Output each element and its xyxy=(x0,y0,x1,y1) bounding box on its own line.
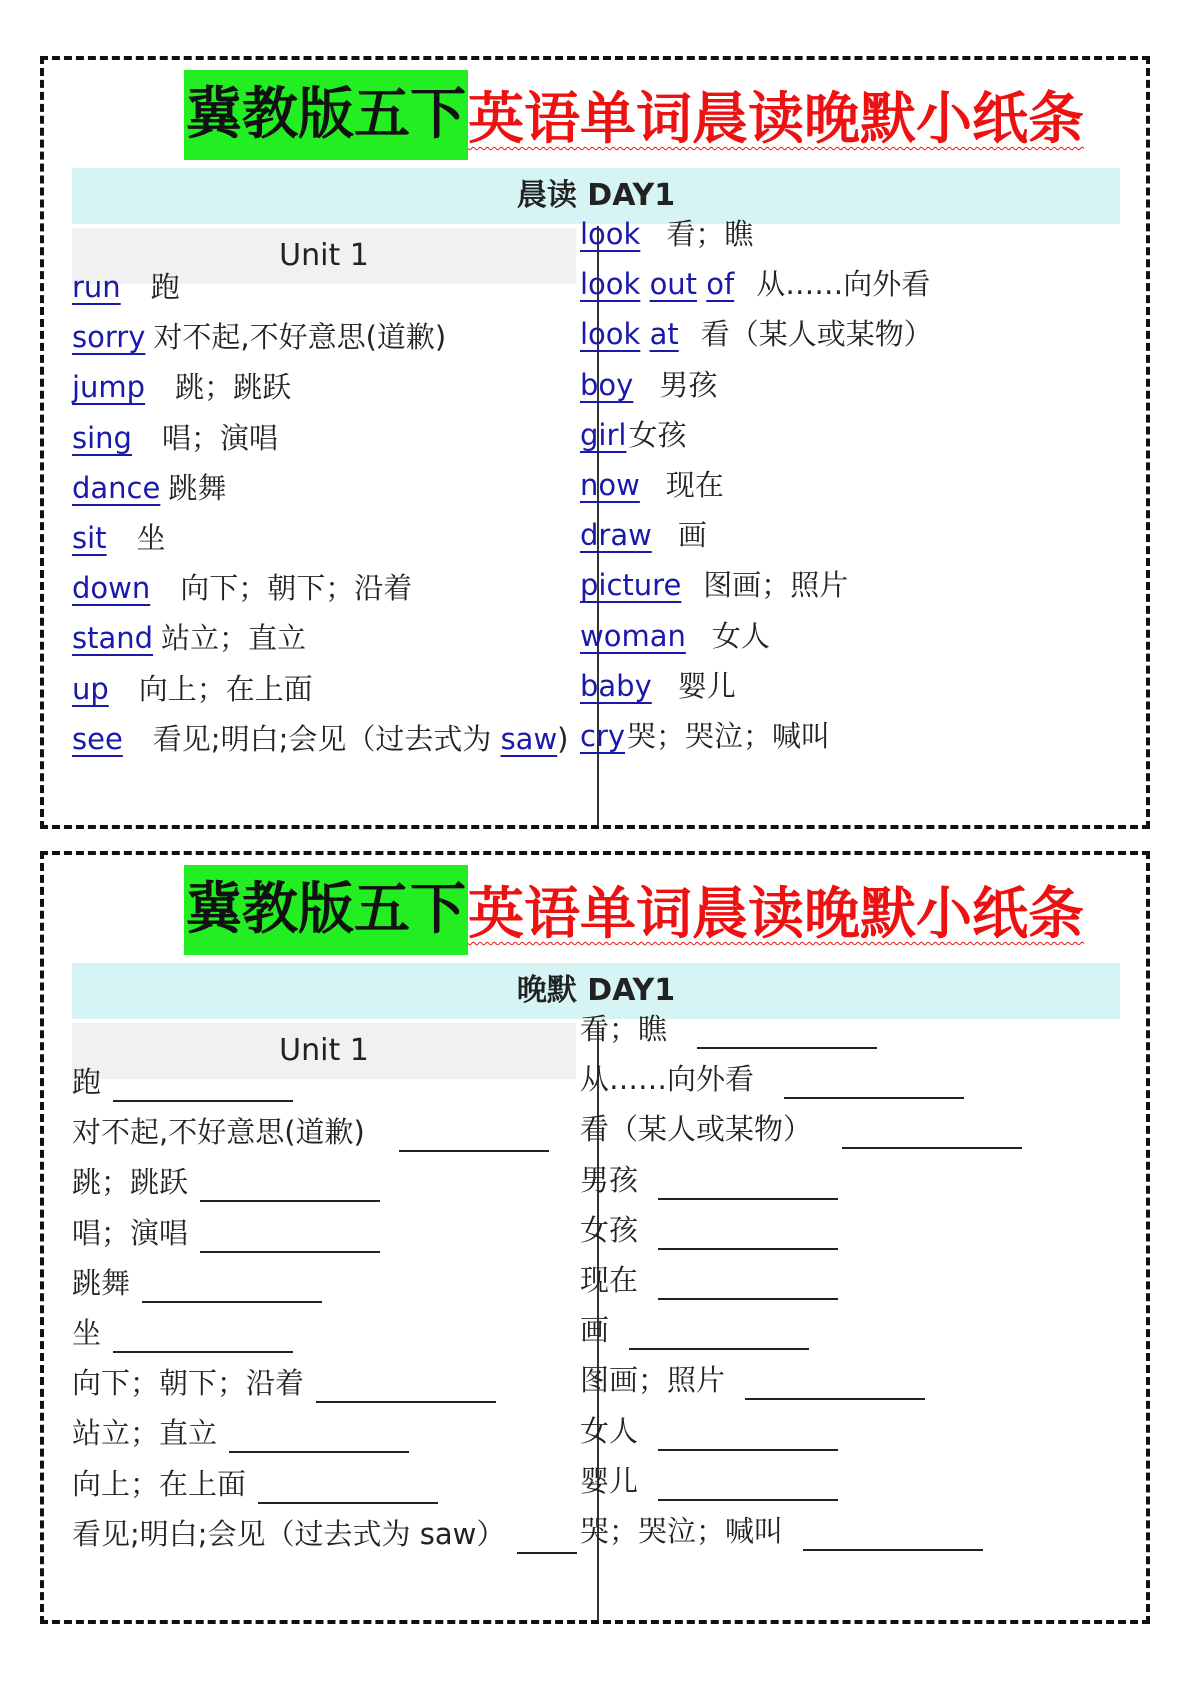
answer-blank xyxy=(658,1248,838,1250)
chinese-meaning: 现在 xyxy=(580,1263,639,1297)
chinese-meaning: 画 xyxy=(580,1313,610,1348)
dictation-row xyxy=(580,1256,838,1304)
word-row xyxy=(72,363,291,411)
answer-blank xyxy=(200,1200,380,1202)
chinese-meaning: 女孩 xyxy=(580,1212,639,1247)
chinese-meaning: 向上；在上面 xyxy=(138,671,313,706)
chinese-meaning: 图画；照片 xyxy=(703,568,849,603)
answer-blank xyxy=(258,1502,438,1504)
answer-blank xyxy=(113,1351,293,1353)
page-title xyxy=(184,70,1084,160)
english-word: now xyxy=(580,468,640,502)
word-row xyxy=(72,414,278,462)
chinese-meaning: 女人 xyxy=(711,618,770,653)
chinese-meaning: 婴儿 xyxy=(677,668,736,703)
answer-blank xyxy=(784,1097,964,1099)
dictation-row xyxy=(72,1460,438,1508)
english-word: sorry xyxy=(72,320,146,355)
chinese-meaning: 图画；照片 xyxy=(580,1363,726,1398)
word-row xyxy=(580,310,933,358)
word-row xyxy=(580,411,686,459)
chinese-meaning: 从……向外看 xyxy=(756,267,931,302)
english-word: look xyxy=(580,317,641,352)
word-row xyxy=(580,561,848,609)
answer-blank xyxy=(745,1398,925,1400)
word-row xyxy=(72,263,180,311)
dictation-row xyxy=(72,1158,380,1206)
chinese-meaning: 向下；朝下；沿着 xyxy=(180,571,413,606)
dictation-row xyxy=(580,1507,983,1555)
english-word: cry xyxy=(580,719,626,753)
chinese-meaning: 看（某人或某物） xyxy=(700,317,933,352)
english-word: down xyxy=(72,571,151,606)
dictation-row xyxy=(580,1206,838,1254)
title-rest: 英语单词晨读晚默小纸条 xyxy=(468,882,1084,947)
chinese-meaning: 向上；在上面 xyxy=(72,1466,247,1501)
word-row xyxy=(580,612,770,660)
english-word: baby xyxy=(580,668,652,703)
dictation-row xyxy=(580,1306,809,1354)
chinese-meaning: 坐 xyxy=(136,521,166,555)
english-word: picture xyxy=(580,568,682,603)
dictation-row xyxy=(580,1457,838,1505)
english-word: saw xyxy=(500,721,558,756)
unit-header: Unit 1 xyxy=(72,1023,576,1079)
word-row xyxy=(580,662,736,710)
word-row xyxy=(72,614,306,662)
dictation-row xyxy=(72,1058,293,1106)
english-word: stand xyxy=(72,621,154,656)
title-highlight: 冀教版五下 xyxy=(184,865,468,955)
word-row xyxy=(580,361,717,409)
chinese-meaning-close: ) xyxy=(557,721,569,756)
dictation-row xyxy=(72,1259,322,1307)
unit-header: Unit 1 xyxy=(72,228,576,284)
day-banner: 晚默 DAY1 xyxy=(72,963,1120,1019)
answer-blank xyxy=(658,1499,838,1501)
answer-blank xyxy=(803,1549,983,1551)
chinese-meaning: 看；瞧 xyxy=(666,217,754,251)
dictation-row xyxy=(580,1005,877,1053)
dictation-row xyxy=(580,1356,925,1404)
chinese-meaning: 从……向外看 xyxy=(580,1062,755,1097)
dictation-row xyxy=(72,1510,577,1558)
dictation-row xyxy=(580,1156,838,1204)
answer-blank xyxy=(399,1150,549,1152)
english-word: boy xyxy=(580,367,634,402)
chinese-meaning: 哭；哭泣；喊叫 xyxy=(627,719,831,753)
answer-blank xyxy=(229,1451,409,1453)
english-word: up xyxy=(72,671,109,706)
dictation-row xyxy=(580,1105,1022,1153)
chinese-meaning: 画 xyxy=(677,518,707,553)
dictation-row xyxy=(72,1209,380,1257)
dictation-row xyxy=(72,1309,293,1357)
page-title xyxy=(184,865,1084,955)
word-row xyxy=(580,260,930,308)
title-rest: 英语单词晨读晚默小纸条 xyxy=(468,87,1084,152)
chinese-meaning: 唱；演唱 xyxy=(161,420,278,455)
english-word: sit xyxy=(72,521,107,555)
chinese-meaning: 跳；跳跃 xyxy=(72,1165,189,1200)
dictation-row xyxy=(72,1108,549,1156)
dictation-row xyxy=(580,1055,964,1103)
english-word: look xyxy=(580,217,641,251)
answer-blank xyxy=(658,1449,838,1451)
english-word: girl xyxy=(580,417,627,452)
english-word: look xyxy=(580,267,641,302)
chinese-meaning: 男孩 xyxy=(580,1162,639,1197)
english-word: jump xyxy=(72,370,146,405)
english-word: of xyxy=(706,267,735,302)
chinese-meaning: 看见;明白;会见（过去式为 xyxy=(152,721,492,756)
chinese-meaning: 向下；朝下；沿着 xyxy=(72,1366,305,1401)
chinese-meaning: 对不起,不好意思(道歉) xyxy=(72,1115,365,1150)
answer-blank xyxy=(517,1552,577,1554)
chinese-meaning: 对不起,不好意思(道歉) xyxy=(153,320,447,355)
answer-blank xyxy=(316,1401,496,1403)
chinese-meaning: 站立；直立 xyxy=(72,1416,218,1451)
chinese-meaning: 坐 xyxy=(72,1316,102,1350)
chinese-meaning: 看（某人或某物） xyxy=(580,1112,813,1147)
word-row xyxy=(580,511,707,559)
answer-blank xyxy=(658,1198,838,1200)
chinese-meaning: 跳；跳跃 xyxy=(175,370,292,405)
answer-blank xyxy=(113,1100,293,1102)
word-row xyxy=(72,715,569,763)
word-row xyxy=(580,461,724,509)
answer-blank xyxy=(658,1298,838,1300)
word-row xyxy=(72,665,313,713)
chinese-meaning: 婴儿 xyxy=(580,1463,639,1498)
word-row xyxy=(72,313,446,361)
english-word: see xyxy=(72,721,123,756)
word-row xyxy=(72,514,166,562)
answer-blank xyxy=(200,1251,380,1253)
word-row xyxy=(72,564,412,612)
title-highlight: 冀教版五下 xyxy=(184,70,468,160)
evening-card xyxy=(40,851,1150,1624)
english-word: sing xyxy=(72,420,132,455)
word-row xyxy=(580,210,753,258)
chinese-meaning: 看见;明白;会见（过去式为 saw） xyxy=(72,1516,506,1551)
dictation-row xyxy=(72,1409,409,1457)
answer-blank xyxy=(697,1047,877,1049)
chinese-meaning: 跳舞 xyxy=(72,1265,131,1300)
english-word: draw xyxy=(580,518,652,553)
chinese-meaning: 跑 xyxy=(150,270,180,304)
answer-blank xyxy=(142,1301,322,1303)
chinese-meaning: 哭；哭泣；喊叫 xyxy=(580,1514,784,1548)
word-row xyxy=(580,712,830,760)
answer-blank xyxy=(629,1348,809,1350)
chinese-meaning: 跳舞 xyxy=(168,470,227,505)
day-banner: 晨读 DAY1 xyxy=(72,168,1120,224)
chinese-meaning: 站立；直立 xyxy=(161,621,307,656)
morning-card xyxy=(40,56,1150,829)
chinese-meaning: 看；瞧 xyxy=(580,1012,668,1046)
word-row xyxy=(72,464,226,512)
english-word: run xyxy=(72,270,121,304)
english-word: at xyxy=(649,317,679,352)
english-word: woman xyxy=(580,618,686,653)
dictation-row xyxy=(72,1359,496,1407)
dictation-row xyxy=(580,1407,838,1455)
chinese-meaning: 现在 xyxy=(665,468,724,502)
answer-blank xyxy=(842,1147,1022,1149)
chinese-meaning: 男孩 xyxy=(659,367,718,402)
english-word: out xyxy=(649,267,698,302)
chinese-meaning: 女孩 xyxy=(628,417,687,452)
chinese-meaning: 跑 xyxy=(72,1065,102,1099)
english-word: dance xyxy=(72,470,161,505)
chinese-meaning: 唱；演唱 xyxy=(72,1215,189,1250)
chinese-meaning: 女人 xyxy=(580,1413,639,1448)
